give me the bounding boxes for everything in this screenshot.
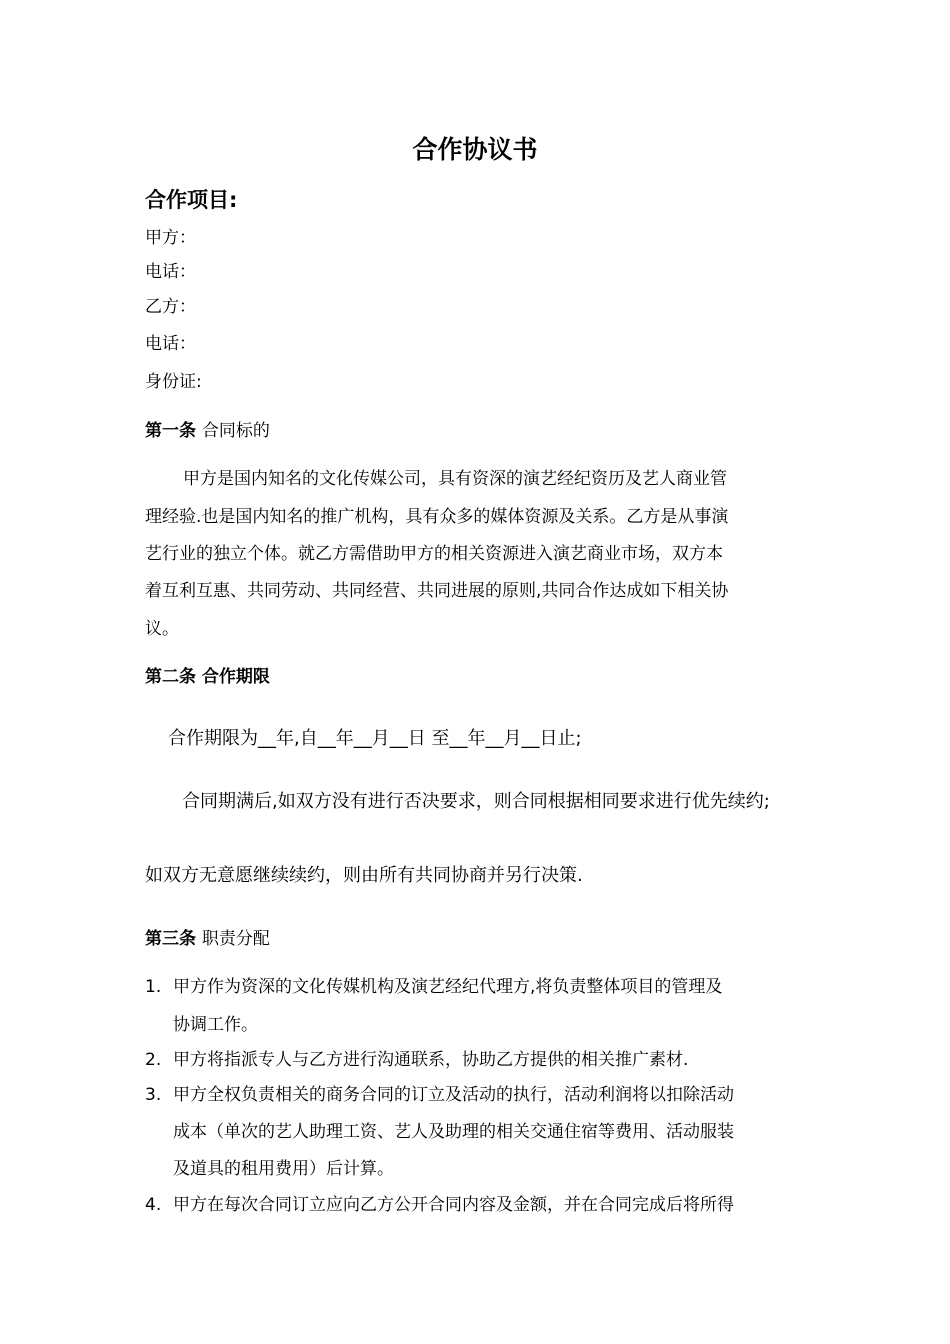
list-item-number: 4. bbox=[145, 1195, 162, 1215]
party-b-field: 乙方： bbox=[145, 297, 196, 317]
no-renewal-line: 如双方无意愿继续续约，则由所有共同协商并另行决策. bbox=[145, 865, 583, 886]
list-item-text: 协调工作。 bbox=[173, 1015, 258, 1035]
section1-number: 第一条 bbox=[145, 421, 196, 441]
section3-number: 第三条 bbox=[145, 929, 196, 949]
section1-title: 合同标的 bbox=[201, 421, 270, 441]
section3-heading bbox=[145, 926, 270, 952]
list-item-text: 成本（单次的艺人助理工资、艺人及助理的相关交通住宿等费用、活动服装 bbox=[173, 1122, 734, 1142]
section1-line: 着互利互惠、共同劳动、共同经营、共同进展的原则,共同合作达成如下相关协 bbox=[145, 581, 729, 601]
list-item-text: 甲方在每次合同订立应向乙方公开合同内容及金额，并在合同完成后将所得 bbox=[173, 1195, 734, 1215]
project-label: 合作项目: bbox=[145, 188, 238, 212]
party-b-phone-field: 电话： bbox=[145, 334, 196, 354]
section2-heading bbox=[145, 664, 270, 690]
id-card-field: 身份证: bbox=[145, 372, 202, 392]
list-item-number: 2. bbox=[145, 1050, 162, 1070]
section1-line: 理经验.也是国内知名的推广机构，具有众多的媒体资源及关系。乙方是从事演 bbox=[145, 507, 729, 527]
list-item-text: 及道具的租用费用）后计算。 bbox=[173, 1159, 394, 1179]
section2-number: 第二条 bbox=[145, 667, 196, 687]
section1-line: 议。 bbox=[145, 619, 179, 639]
party-a-phone-field: 电话： bbox=[145, 262, 196, 282]
list-item-text: 甲方作为资深的文化传媒机构及演艺经纪代理方,将负责整体项目的管理及 bbox=[173, 977, 723, 997]
renewal-line: 合同期满后,如双方没有进行否决要求，则合同根据相同要求进行优先续约; bbox=[182, 791, 770, 812]
section1-heading bbox=[145, 418, 270, 444]
list-item-number: 1. bbox=[145, 977, 162, 997]
party-a-field: 甲方： bbox=[145, 228, 196, 248]
section3-title: 职责分配 bbox=[201, 929, 270, 949]
list-item-text: 甲方全权负责相关的商务合同的订立及活动的执行，活动利润将以扣除活动 bbox=[173, 1085, 734, 1105]
section1-line: 甲方是国内知名的文化传媒公司，具有资深的演艺经纪资历及艺人商业管 bbox=[183, 469, 727, 489]
document-title: 合作协议书 bbox=[412, 135, 538, 164]
list-item-text: 甲方将指派专人与乙方进行沟通联系，协助乙方提供的相关推广素材. bbox=[173, 1050, 689, 1070]
section1-line: 艺行业的独立个体。就乙方需借助甲方的相关资源进入演艺商业市场，双方本 bbox=[145, 544, 723, 564]
section2-title: 合作期限 bbox=[201, 667, 270, 687]
term-period-line: 合作期限为__年,自__年__月__日 至__年__月__日止; bbox=[168, 728, 582, 749]
list-item-number: 3. bbox=[145, 1085, 162, 1105]
